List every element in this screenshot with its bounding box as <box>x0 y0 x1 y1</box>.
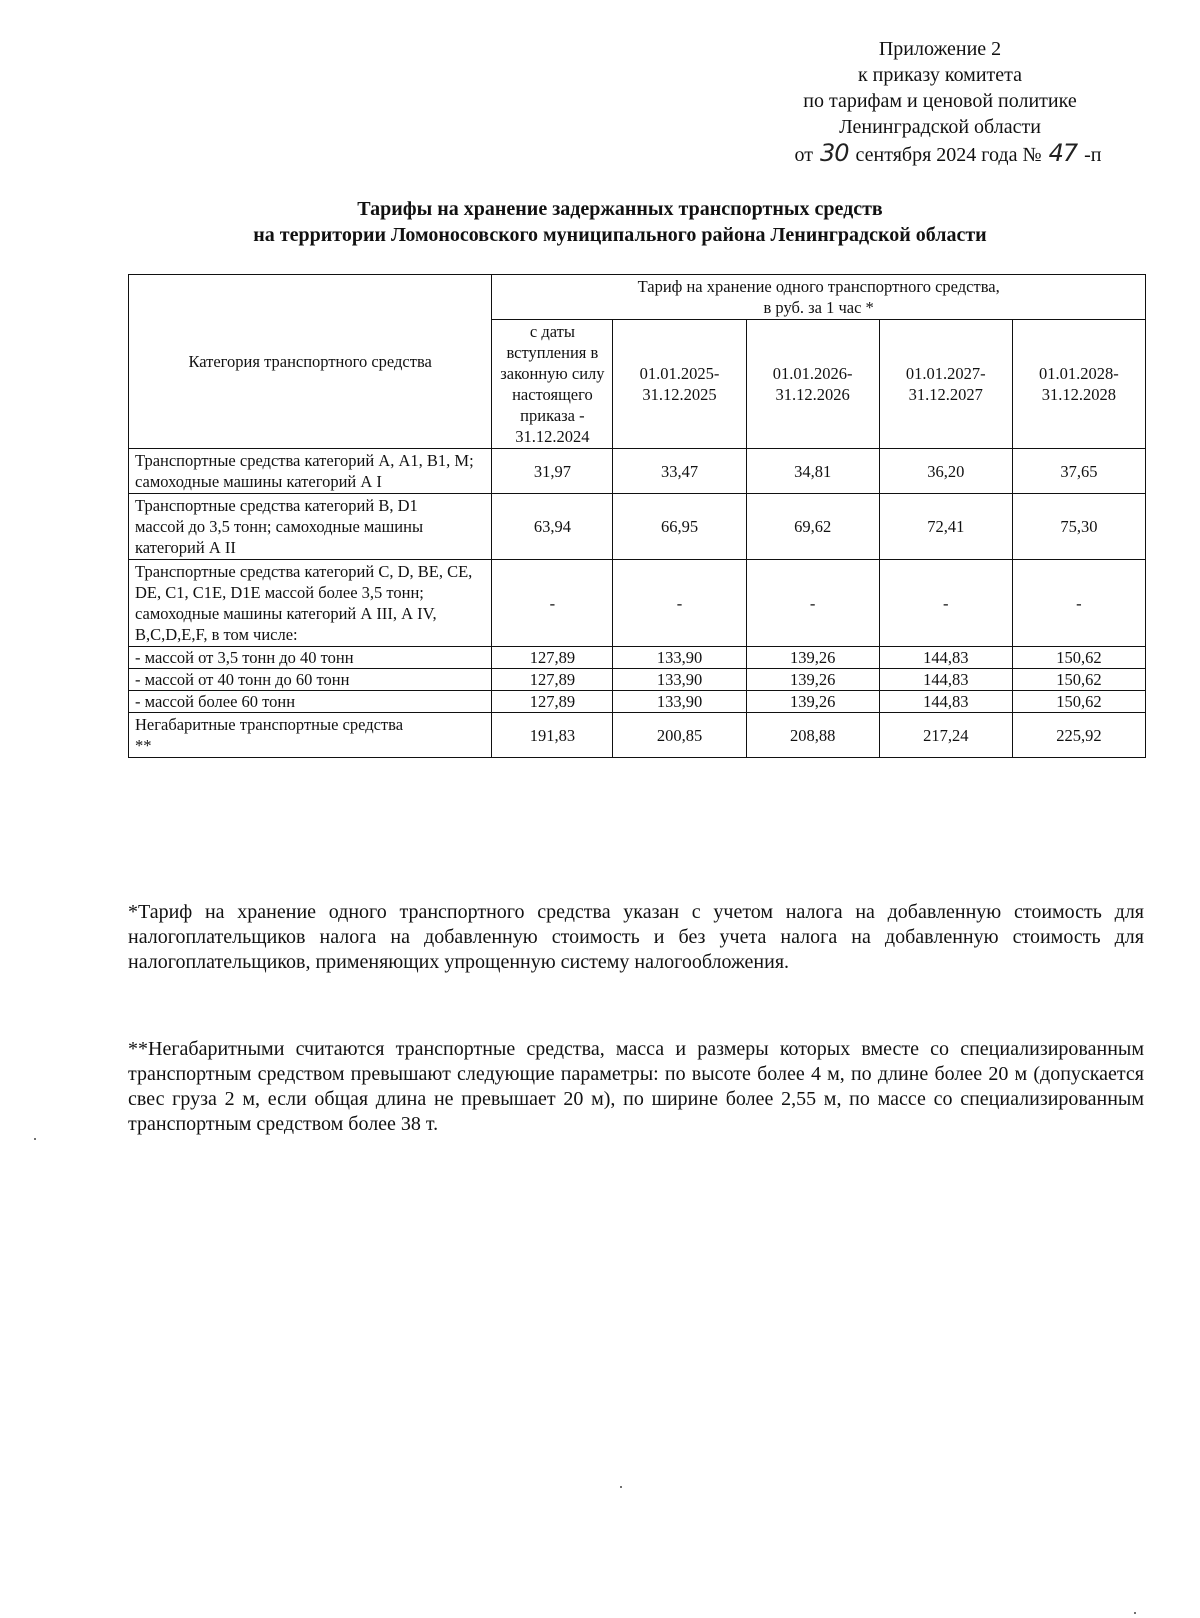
tariff-header-line-1: Тариф на хранение одного транспортного средства, <box>637 277 1000 296</box>
footnote-oversized: **Негабаритными считаются транспортные средства, масса и размеры которых вместе со специализированным транспортным средством превышают следующие параметры: по высоте более 4 м, по длине более 20 м (допускается свес груза 2 м, если общая длина не превышает 20 м), по ширине более 2,55 м, по массе со специализированным транспортным средством более 38 т. <box>128 1038 1144 1135</box>
value-cell: 33,47 <box>613 449 746 494</box>
category-line-2: массой до 3,5 тонн; самоходные машины категорий А II <box>135 517 424 557</box>
category-cell <box>129 494 492 560</box>
value-cell: 144,83 <box>879 691 1012 713</box>
value-cell: 133,90 <box>613 647 746 669</box>
period-header: 01.01.2028- 31.12.2028 <box>1012 320 1145 449</box>
table-row <box>129 494 1146 560</box>
value-cell: 127,89 <box>492 647 613 669</box>
period-header: с даты вступления в законную силу настоящего приказа - 31.12.2024 <box>492 320 613 449</box>
date-prefix: от <box>794 144 813 166</box>
appendix-header <box>760 36 1120 168</box>
value-cell: 75,30 <box>1012 494 1145 560</box>
value-cell: 127,89 <box>492 669 613 691</box>
value-cell: 139,26 <box>746 647 879 669</box>
value-cell: 144,83 <box>879 669 1012 691</box>
category-cell: Транспортные средства категорий А, А1, В1, М; самоходные машины категорий А I <box>129 449 492 494</box>
value-cell: - <box>879 560 1012 647</box>
scan-speck <box>620 1486 622 1488</box>
value-cell: 37,65 <box>1012 449 1145 494</box>
value-cell: 200,85 <box>613 713 746 758</box>
title-line-1: Тарифы на хранение задержанных транспортных средств <box>357 198 883 220</box>
appendix-number: Приложение 2 <box>878 38 1002 60</box>
value-cell: 34,81 <box>746 449 879 494</box>
value-cell: 139,26 <box>746 691 879 713</box>
value-cell: 150,62 <box>1012 669 1145 691</box>
value-cell: 150,62 <box>1012 647 1145 669</box>
category-cell: Транспортные средства категорий С, D, ВЕ, СЕ, DE, C1, C1E, D1E массой более 3,5 тонн; самоходные машины категорий А III, А IV, B,C,D,E,F, в том числе: <box>129 560 492 647</box>
category-line-1: Негабаритные транспортные средства <box>135 715 404 734</box>
value-cell: - <box>1012 560 1145 647</box>
handwritten-day: 30 <box>820 139 849 167</box>
value-cell: 191,83 <box>492 713 613 758</box>
value-cell: 150,62 <box>1012 691 1145 713</box>
value-cell: 133,90 <box>613 669 746 691</box>
table-row <box>129 647 1146 669</box>
value-cell: 36,20 <box>879 449 1012 494</box>
value-cell: - <box>613 560 746 647</box>
tariff-header-line-2: в руб. за 1 час * <box>763 298 874 317</box>
value-cell: 66,95 <box>613 494 746 560</box>
value-cell: - <box>746 560 879 647</box>
scan-speck <box>1134 1612 1136 1614</box>
value-cell: 72,41 <box>879 494 1012 560</box>
value-cell: - <box>492 560 613 647</box>
value-cell: 208,88 <box>746 713 879 758</box>
value-cell: 127,89 <box>492 691 613 713</box>
handwritten-order-number: 47 <box>1048 139 1078 167</box>
appendix-date-line <box>768 140 1128 168</box>
value-cell: 144,83 <box>879 647 1012 669</box>
category-line-1: Транспортные средства категорий В, D1 <box>135 496 418 515</box>
table-row <box>129 713 1146 758</box>
appendix-committee: по тарифам и ценовой политике <box>803 90 1077 112</box>
document-title <box>120 196 1120 248</box>
period-header: 01.01.2027- 31.12.2027 <box>879 320 1012 449</box>
scan-speck <box>34 1138 36 1140</box>
table-header-row <box>129 275 1146 320</box>
value-cell: 139,26 <box>746 669 879 691</box>
category-cell: - массой от 3,5 тонн до 40 тонн <box>129 647 492 669</box>
period-header: 01.01.2025- 31.12.2025 <box>613 320 746 449</box>
category-cell: - массой от 40 тонн до 60 тонн <box>129 669 492 691</box>
value-cell: 31,97 <box>492 449 613 494</box>
appendix-order-ref: к приказу комитета <box>857 64 1023 86</box>
table-row <box>129 560 1146 647</box>
value-cell: 133,90 <box>613 691 746 713</box>
category-cell: - массой более 60 тонн <box>129 691 492 713</box>
title-line-2: на территории Ломоносовского муниципального района Ленинградской области <box>253 224 987 246</box>
footnote-vat: *Тариф на хранение одного транспортного средства указан с учетом налога на добавленную стоимость для налогоплательщиков налога на добавленную стоимость и без учета налога на добавленную стоимость для налогоплательщиков, применяющих упрощенную систему налогообложения. <box>128 901 1144 973</box>
value-cell: 225,92 <box>1012 713 1145 758</box>
tariff-column-header <box>492 275 1146 320</box>
value-cell: 217,24 <box>879 713 1012 758</box>
category-line-2: ** <box>135 736 152 755</box>
date-middle: сентября 2024 года № <box>855 144 1042 166</box>
category-cell <box>129 713 492 758</box>
value-cell: 69,62 <box>746 494 879 560</box>
table-row <box>129 691 1146 713</box>
tariff-table <box>128 274 1146 758</box>
period-header: 01.01.2026- 31.12.2026 <box>746 320 879 449</box>
appendix-region: Ленинградской области <box>839 116 1041 138</box>
table-row <box>129 669 1146 691</box>
category-column-header: Категория транспортного средства <box>129 275 492 449</box>
value-cell: 63,94 <box>492 494 613 560</box>
table-row <box>129 449 1146 494</box>
date-suffix: -п <box>1084 144 1102 166</box>
